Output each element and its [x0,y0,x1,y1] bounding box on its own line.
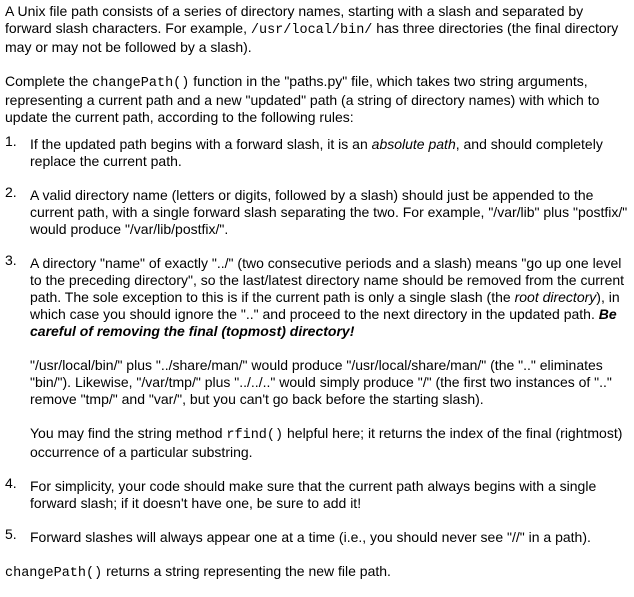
rule-item-1 [5,133,631,170]
closing-text: returns a string representing the new file path. [102,563,391,579]
rule-number: 1. [5,133,17,149]
rule-1-emphasis: absolute path [371,136,456,152]
intro-text-2: has three directories (the final directory may or may not be followed by a slash). [5,20,619,55]
rule-number: 2. [5,184,17,200]
rule-3-emphasis: root directory [514,289,597,305]
assignment-document [5,3,631,582]
rule-3-main [30,255,631,340]
intro-text-1: A Unix file path consists of a series of directory names, starting with a slash and separated by forward slash characters. For example, [5,3,584,36]
rule-3-hint [30,425,631,461]
rule-3-hint-text-2: helpful here; it returns the index of the final (rightmost) occurrence of a particular substring. [30,425,623,460]
closing-paragraph [5,563,631,582]
rule-3-hint-text-1: You may find the string method [30,425,227,441]
intro-code-example: /usr/local/bin/ [250,23,373,38]
rule-item-4 [5,475,631,512]
rule-number: 5. [5,526,17,542]
rule-item-2 [5,184,631,238]
rule-3-example: "/usr/local/bin/" plus "../share/man/" would produce "/usr/local/share/man/" (the ".." eliminates "bin/"). Likewise, "/var/tmp/" plus "../../.." would simply produce "/" (the first two instances of ".." remove "tmp/" and "var/", but you can't go back before the starting slash). [30,357,612,407]
rule-3-warning: Be careful of removing the final (topmost) directory! [30,306,617,339]
rule-item-5 [5,526,631,546]
rule-3-hint-code: rfind() [226,428,284,443]
intro-paragraph [5,3,631,56]
rule-number: 4. [5,475,17,491]
rule-1-text-2: , and should completely replace the current path. [30,136,603,169]
rule-1-text-1: If the updated path begins with a forward slash, it is an [30,136,372,152]
rule-number: 3. [5,252,17,268]
rules-list [5,133,631,546]
rule-3-text-1: A directory "name" of exactly "../" (two consecutive periods and a slash) means "go up one level to the preceding directory", so the last/latest directory name should be removed from the current path. The sole exception to this is if the current path is only a single slash (the [30,255,625,305]
task-text-2: function in the "paths.py" file, which takes two string arguments, representing a current path and a new "updated" path (a string of directory names) with which to update the current path, according to the following rules: [5,73,600,125]
rule-item-3 [5,252,631,461]
closing-function-name: changePath() [5,566,103,581]
task-paragraph [5,73,631,126]
rule-4-text: For simplicity, your code should make sure that the current path always begins with a single forward slash; if it doesn't have one, be sure to add it! [30,478,597,511]
rule-5-text: Forward slashes will always appear one at a time (i.e., you should never see "//" in a path). [30,529,591,545]
rule-3-text-2: ), in which case you should ignore the ".." and proceed to the next directory in the updated path. [30,289,620,322]
rule-2-text: A valid directory name (letters or digits, followed by a slash) should just be appended to the current path, with a single forward slash separating the two. For example, "/var/lib" plus "postfix/" would produce "/var/lib/postfix/". [30,187,628,237]
task-text-1: Complete the [5,73,93,89]
task-function-name: changePath() [92,76,190,91]
